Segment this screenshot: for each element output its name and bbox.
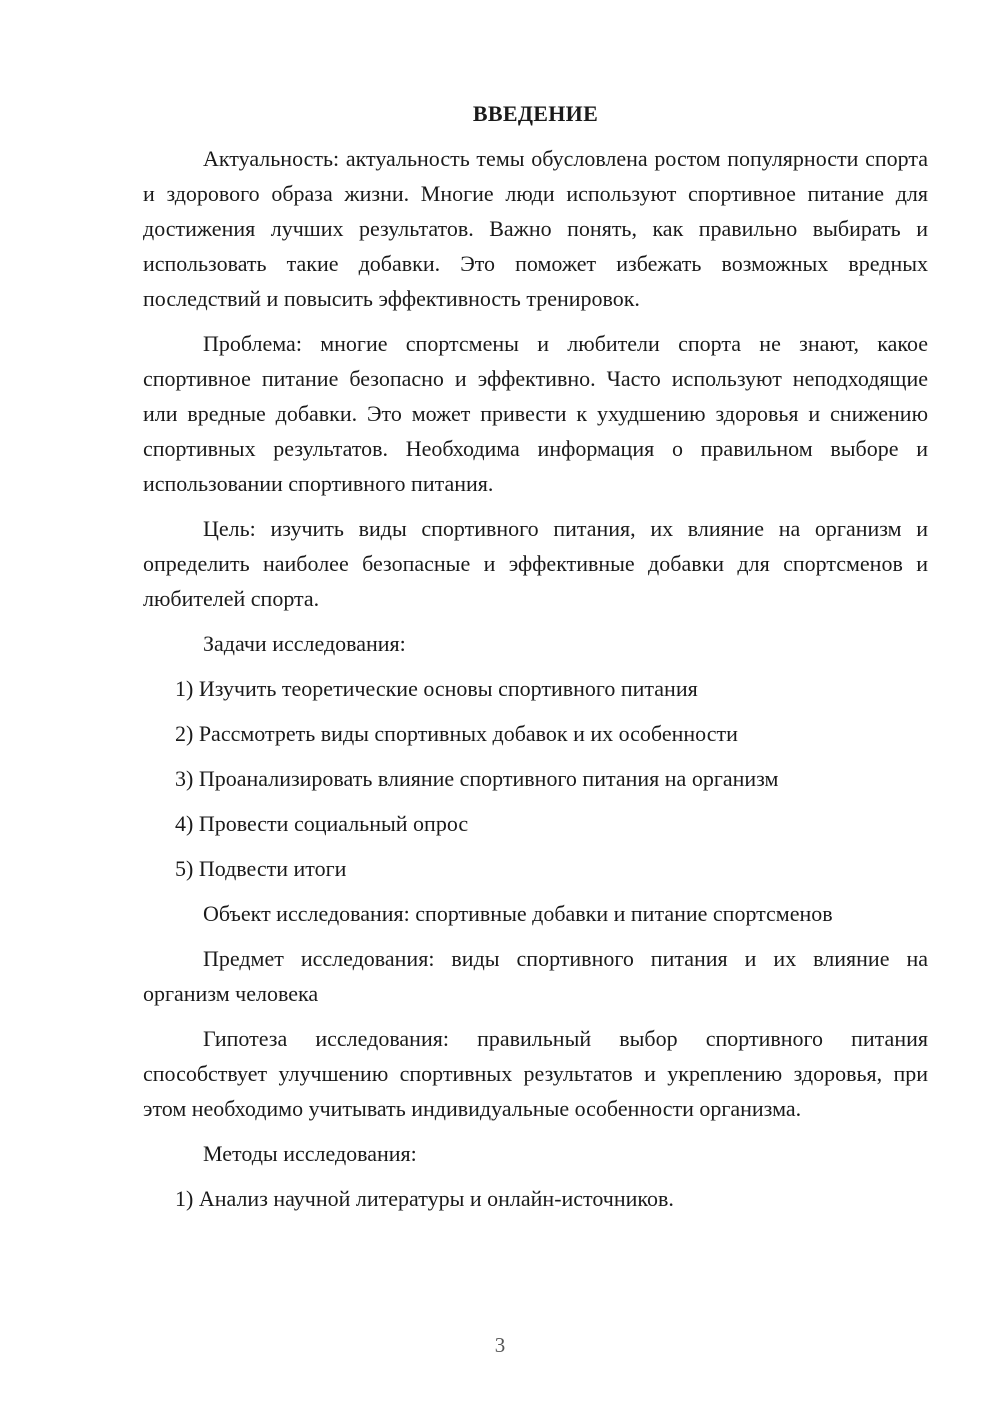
document-page [143, 96, 928, 1226]
tasks-title: Задачи исследования: [203, 631, 406, 656]
paragraph-object: Объект исследования: спортивные добавки и питание спортсменов [203, 901, 833, 926]
paragraph-hypothesis: Гипотеза исследования: правильный выбор спортивного питания способствует улучшению спортивных результатов и укреплению здоровья, при этом необходимо учитывать индивидуальные особенности организма. [143, 1026, 928, 1121]
paragraph-goal: Цель: изучить виды спортивного питания, их влияние на организм и определить наиболее безопасные и эффективные добавки для спортсменов и любителей спорта. [143, 516, 928, 611]
methods-title: Методы исследования: [203, 1141, 417, 1166]
section-heading: ВВЕДЕНИЕ [472, 101, 599, 126]
task-item-1: 1) Изучить теоретические основы спортивного питания [175, 676, 698, 701]
task-item-3: 3) Проанализировать влияние спортивного питания на организм [175, 766, 779, 791]
paragraph-relevance: Актуальность: актуальность темы обусловлена ростом популярности спорта и здорового образа жизни. Многие люди используют спортивное питание для достижения лучших результатов. Важно понять, как правильно выбирать и использовать такие добавки. Это поможет избежать возможных вредных последствий и повысить эффективность тренировок. [143, 146, 928, 311]
paragraph-problem: Проблема: многие спортсмены и любители спорта не знают, какое спортивное питание безопасно и эффективно. Часто используют неподходящие или вредные добавки. Это может привести к ухудшению здоровья и снижению спортивных результатов. Необходима информация о правильном выборе и использовании спортивного питания. [143, 331, 928, 496]
method-item-1: 1) Анализ научной литературы и онлайн-источников. [175, 1186, 674, 1211]
task-item-5: 5) Подвести итоги [175, 856, 347, 881]
task-item-2: 2) Рассмотреть виды спортивных добавок и их особенности [175, 721, 738, 746]
task-item-4: 4) Провести социальный опрос [175, 811, 469, 836]
page-number: 3 [494, 1333, 506, 1357]
paragraph-subject: Предмет исследования: виды спортивного питания и их влияние на организм человека [143, 946, 928, 1006]
